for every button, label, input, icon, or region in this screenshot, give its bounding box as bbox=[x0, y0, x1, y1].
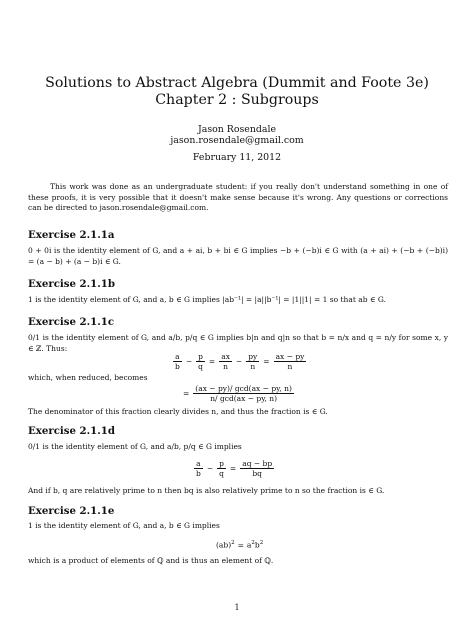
section-body-2-1-1c-reduced: which, when reduced, becomes bbox=[28, 373, 148, 382]
section-heading-2-1-1b: Exercise 2.1.1b bbox=[28, 278, 116, 290]
fraction-a-over-b: $\frac{a}{b}$ bbox=[175, 352, 180, 371]
equation-2-1-1e: $(ab)^2 = a^2b^2$ bbox=[216, 540, 264, 550]
section-body-2-1-1d-conclusion: And if b, q are relatively prime to n then bq is also relatively prime to n so the fraction is ∈ G. bbox=[28, 486, 385, 495]
author-name: Jason Rosendale bbox=[197, 124, 277, 135]
section-heading-2-1-1e: Exercise 2.1.1e bbox=[28, 505, 115, 517]
chapter-title: Chapter 2 : Subgroups bbox=[155, 92, 319, 108]
section-heading-2-1-1c: Exercise 2.1.1c bbox=[28, 316, 115, 328]
section-body-2-1-1d-intro: 0/1 is the identity element of G, and a/b, p/q ∈ G implies bbox=[28, 442, 242, 451]
section-body-2-1-1b: 1 is the identity element of G, and a, b ∈ G implies |ab⁻¹| = |a||b⁻¹| = |1||1| = 1 so that ab ∈ G. bbox=[28, 295, 386, 304]
equation-2-1-1c-reduced: = $\frac{(ax - py)/ \gcd(ax - py, n)}{n/ \gcd(ax - py, n)}$ bbox=[183, 384, 292, 403]
fraction-p-over-q: $\frac{p}{q}$ bbox=[198, 352, 203, 371]
author-email: jason.rosendale@gmail.com bbox=[170, 135, 304, 146]
fraction-reduced: $\frac{(ax - py)/ \gcd(ax - py, n)}{n/ \gcd(ax - py, n)}$ bbox=[195, 384, 292, 403]
section-body-2-1-1e-conclusion: which is a product of elements of ℚ and is thus an element of ℚ. bbox=[28, 556, 274, 565]
document-title: Solutions to Abstract Algebra (Dummit and Foote 3e) bbox=[45, 75, 429, 91]
fraction-a-over-b: $\frac{a}{b}$ bbox=[196, 459, 201, 478]
fraction-p-over-q: $\frac{p}{q}$ bbox=[219, 459, 224, 478]
fraction-aqbp-over-bq: $\frac{aq - bp}{bq}$ bbox=[242, 459, 273, 478]
document-date: February 11, 2012 bbox=[192, 152, 282, 163]
section-body-2-1-1e-intro: 1 is the identity element of G, and a, b ∈ G implies bbox=[28, 521, 220, 530]
abstract-paragraph: This work was done as an undergraduate student: if you really don't understand something in one of these proofs, it is very possible that it doesn't make sense because it's wrong. Any questions or corrections can be directed to jason.rosendale@gmail.com. bbox=[28, 182, 448, 213]
section-heading-2-1-1d: Exercise 2.1.1d bbox=[28, 425, 116, 437]
equation-2-1-1d: $\frac{a}{b}$ − $\frac{p}{q}$ = $\frac{aq - bp}{bq}$ bbox=[196, 459, 273, 478]
section-body-2-1-1c-conclusion: The denominator of this fraction clearly divides n, and thus the fraction is ∈ G. bbox=[28, 407, 328, 416]
section-body-2-1-1c-intro: 0/1 is the identity element of G, and a/b, p/q ∈ G implies b|n and q|n so that b = n/x and q = n/y for some x, y ∈ ℤ. Thus: bbox=[28, 333, 448, 353]
section-body-2-1-1a: 0 + 0i is the identity element of G, and a + ai, b + bi ∈ G implies −b + (−b)i ∈ G with (a + ai) + (−b + (−b)i) = (a − b) + (a − b)i ∈ G. bbox=[28, 246, 448, 266]
fraction-py-over-n: $\frac{py}{n}$ bbox=[248, 352, 258, 371]
equation-2-1-1c-difference: $\frac{a}{b}$ − $\frac{p}{q}$ = $\frac{ax}{n}$ − $\frac{py}{n}$ = $\frac{ax - py}{n}$ bbox=[175, 352, 305, 371]
page-number: 1 bbox=[234, 603, 240, 612]
fraction-ax-over-n: $\frac{ax}{n}$ bbox=[221, 352, 230, 371]
section-heading-2-1-1a: Exercise 2.1.1a bbox=[28, 229, 115, 241]
fraction-axpy-over-n: $\frac{ax - py}{n}$ bbox=[275, 352, 305, 371]
